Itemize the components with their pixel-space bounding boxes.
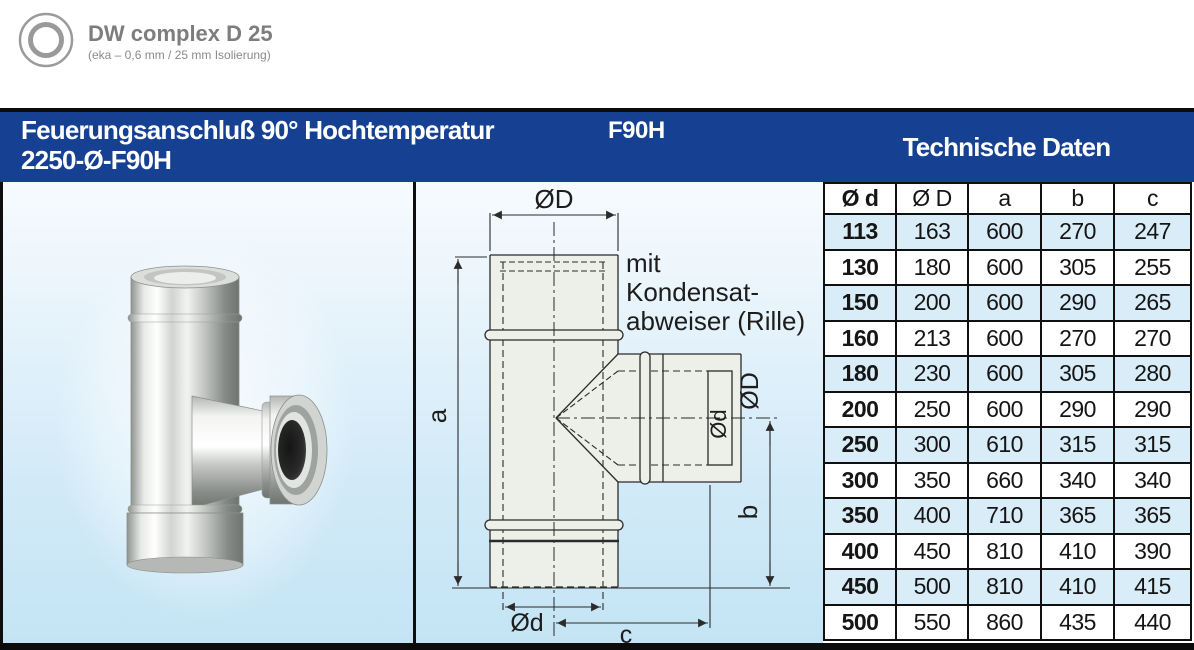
cell-value: 600 (968, 285, 1041, 321)
cell-value: 710 (968, 498, 1041, 534)
cell-value: 250 (896, 392, 968, 428)
cell-value: 255 (1114, 250, 1191, 286)
article-title-line1: Feuerungsanschluß 90° Hochtemperatur (21, 115, 494, 145)
cell-nominal-diameter: 300 (824, 463, 896, 499)
cell-value: 290 (1114, 392, 1191, 428)
product-photo-tee-piece (3, 182, 413, 643)
top-strip (0, 0, 1194, 108)
cell-value: 600 (968, 321, 1041, 357)
cell-value: 200 (896, 285, 968, 321)
col-header-a: a (968, 183, 1041, 214)
product-photo-panel (0, 182, 413, 643)
tech-table-body (824, 214, 1191, 640)
cell-value: 610 (968, 427, 1041, 463)
table-row (824, 250, 1191, 286)
cell-value: 213 (896, 321, 968, 357)
col-header-c: c (1114, 183, 1191, 214)
cell-value: 365 (1041, 498, 1114, 534)
cell-value: 410 (1041, 534, 1114, 570)
drawing-label-inner-diameter-bottom: Ød (510, 609, 544, 637)
cell-value: 340 (1114, 463, 1191, 499)
table-row (824, 463, 1191, 499)
cell-value: 550 (896, 605, 968, 641)
cell-value: 435 (1041, 605, 1114, 641)
cell-value: 415 (1114, 569, 1191, 605)
article-title (21, 115, 494, 175)
cell-nominal-diameter: 150 (824, 285, 896, 321)
cell-value: 810 (968, 569, 1041, 605)
cell-value: 600 (968, 250, 1041, 286)
cell-value: 660 (968, 463, 1041, 499)
cell-nominal-diameter: 200 (824, 392, 896, 428)
cell-value: 810 (968, 534, 1041, 570)
col-header-outer-diameter: Ø D (896, 183, 968, 214)
cell-value: 315 (1041, 427, 1114, 463)
cell-value: 500 (896, 569, 968, 605)
drawing-label-dim-c: c (619, 621, 633, 643)
table-row (824, 214, 1191, 250)
cell-value: 390 (1114, 534, 1191, 570)
table-row (824, 392, 1191, 428)
cell-value: 410 (1041, 569, 1114, 605)
cell-value: 290 (1041, 392, 1114, 428)
drawing-label-branch-outer-diameter: ØD (736, 372, 764, 410)
cell-value: 270 (1041, 321, 1114, 357)
product-line-title: DW complex D 25 (88, 21, 273, 46)
cell-value: 350 (896, 463, 968, 499)
cell-value: 315 (1114, 427, 1191, 463)
technical-data-table (823, 182, 1192, 641)
cell-nominal-diameter: 400 (824, 534, 896, 570)
cell-value: 860 (968, 605, 1041, 641)
table-row (824, 356, 1191, 392)
cell-value: 180 (896, 250, 968, 286)
pipe-cross-section-logo-icon (18, 12, 74, 68)
cell-nominal-diameter: 250 (824, 427, 896, 463)
table-header-row (824, 183, 1191, 214)
drawing-label-dim-b: b (733, 504, 763, 520)
cell-value: 440 (1114, 605, 1191, 641)
cell-value: 230 (896, 356, 968, 392)
cell-value: 600 (968, 392, 1041, 428)
cell-value: 600 (968, 214, 1041, 250)
col-header-inner-diameter: Ø d (824, 183, 896, 214)
cell-value: 247 (1114, 214, 1191, 250)
cell-value: 400 (896, 498, 968, 534)
cell-value: 265 (1114, 285, 1191, 321)
cell-nominal-diameter: 160 (824, 321, 896, 357)
cell-nominal-diameter: 113 (824, 214, 896, 250)
cell-value: 300 (896, 427, 968, 463)
table-row (824, 605, 1191, 641)
cell-value: 600 (968, 356, 1041, 392)
cell-value: 450 (896, 534, 968, 570)
cell-value: 340 (1041, 463, 1114, 499)
table-row (824, 321, 1191, 357)
cell-value: 305 (1041, 356, 1114, 392)
cell-value: 305 (1041, 250, 1114, 286)
cell-nominal-diameter: 130 (824, 250, 896, 286)
cell-value: 280 (1114, 356, 1191, 392)
condensate-note (626, 248, 805, 336)
article-title-line2: 2250-Ø-F90H (21, 145, 172, 175)
cell-value: 365 (1114, 498, 1191, 534)
drawing-label-branch-inner-diameter: Ød (706, 409, 731, 439)
cell-value: 270 (1114, 321, 1191, 357)
cell-nominal-diameter: 350 (824, 498, 896, 534)
cell-nominal-diameter: 500 (824, 605, 896, 641)
cell-value: 290 (1041, 285, 1114, 321)
product-line-subtitle: (eka – 0,6 mm / 25 mm Isolierung) (88, 48, 271, 62)
cell-value: 270 (1041, 214, 1114, 250)
tee-piece-dimension-drawing (416, 182, 823, 643)
table-row (824, 285, 1191, 321)
technical-drawing-panel (413, 182, 823, 643)
table-row (824, 427, 1191, 463)
table-row (824, 534, 1191, 570)
header-band (0, 108, 1194, 182)
drawing-label-dim-a: a (422, 408, 452, 424)
condensate-note-line2: Kondensat- (626, 277, 759, 307)
cell-nominal-diameter: 450 (824, 569, 896, 605)
col-header-b: b (1041, 183, 1114, 214)
condensate-note-line1: mit (626, 248, 661, 278)
technical-data-table-panel (823, 182, 1190, 641)
cell-nominal-diameter: 180 (824, 356, 896, 392)
drawing-label-outer-diameter-top: ØD (534, 184, 574, 214)
article-code: F90H (608, 117, 665, 144)
table-row (824, 498, 1191, 534)
table-row (824, 569, 1191, 605)
cell-value: 163 (896, 214, 968, 250)
bottom-rule (0, 643, 1194, 650)
technical-data-heading: Technische Daten (902, 131, 1111, 162)
condensate-note-line3: abweiser (Rille) (626, 306, 806, 336)
